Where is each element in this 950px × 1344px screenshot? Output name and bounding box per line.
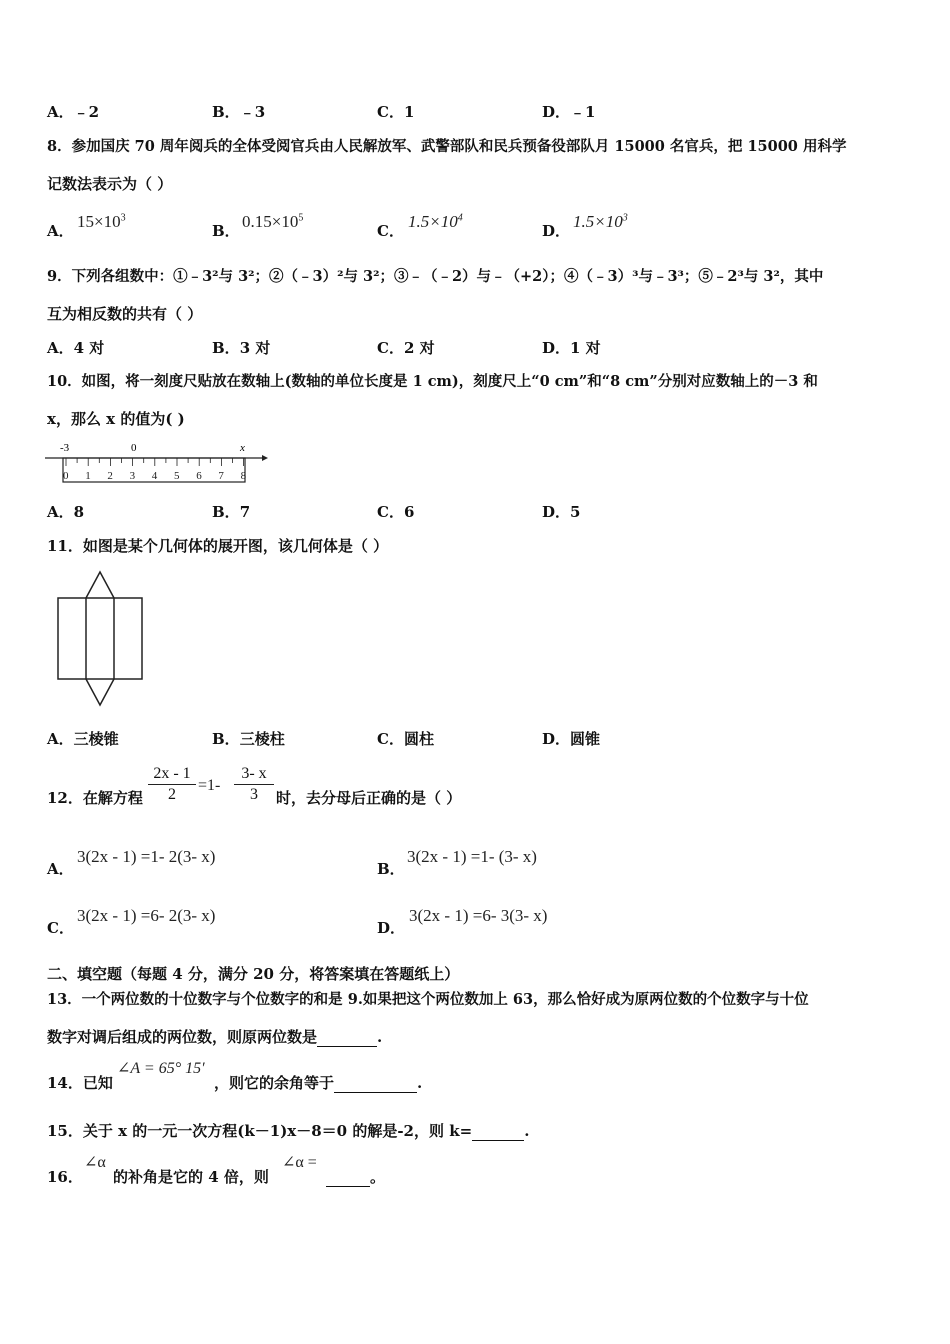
q16-middle: 的补角是它的 4 倍，则 — [113, 1168, 269, 1186]
q14-prefix: 14．已知 — [47, 1074, 113, 1092]
q8-option-d-label: D． — [542, 222, 571, 240]
q7-option-c: C．1 — [377, 103, 415, 121]
q11-option-b: B．三棱柱 — [212, 730, 285, 748]
ruler-ticks — [66, 458, 244, 466]
q10-option-a: A．8 — [47, 503, 85, 521]
q8-option-c-label: C． — [377, 222, 404, 240]
q7-option-b: B．﹣3 — [212, 103, 266, 121]
axis-label-x: x — [240, 442, 245, 454]
q15-stem: 15．关于 x 的一元一次方程(k－1)x－8＝0 的解是-2，则 k= . — [47, 1122, 530, 1140]
q8-stem-line2: 记数法表示为（ ） — [47, 175, 173, 193]
q16-alpha-1: ∠α — [84, 1154, 106, 1171]
q10-option-d: D．5 — [542, 503, 581, 521]
q11-stem: 11．如图是某个几何体的展开图，该几何体是（ ） — [47, 537, 389, 555]
ruler-number: 3 — [129, 470, 136, 482]
q12-option-c-value: 3(2x - 1) =6- 2(3- x) — [77, 906, 216, 925]
q8-option-c-value: $1.5\times 10^4$ — [408, 212, 463, 231]
q12-fraction-right — [234, 764, 274, 805]
ruler-number: 0 — [63, 470, 69, 482]
q16-answer-blank[interactable] — [326, 1171, 370, 1187]
q11-option-a: A．三棱锥 — [47, 730, 119, 748]
q8-option-a-label: A． — [47, 222, 74, 240]
q13-stem-line1: 13．一个两位数的十位数字与个位数字的和是 9.如果把这个两位数加上 63，那么恰好成为原两位数的个位数字与十位 — [47, 991, 809, 1008]
ruler-number: 1 — [85, 470, 91, 482]
ruler-numbers — [63, 470, 247, 482]
q13-stem-line2: 数字对调后组成的两位数，则原两位数是 . — [47, 1028, 383, 1046]
q14-suffix: ，则它的余角等于 . — [214, 1074, 423, 1092]
q11-option-d: D．圆锥 — [542, 730, 601, 748]
q12-option-a-label: A． — [47, 860, 74, 878]
ruler-number: 2 — [107, 470, 113, 482]
q9-stem-line1: 9．下列各组数中：①﹣3²与 3²；②（﹣3）²与 3²；③﹣（﹣2）与﹣（+2）；④（﹣3）³与﹣3³；⑤﹣2³与 3²，其中 — [47, 268, 824, 285]
ruler-number: 6 — [196, 470, 202, 482]
q12-prefix: 12．在解方程 — [47, 789, 143, 807]
q12-option-b-label: B． — [377, 860, 405, 878]
q8-stem-line1: 8．参加国庆 70 周年阅兵的全体受阅官兵由人民解放军、武警部队和民兵预备役部队月 15000 名官兵，把 15000 用科学 — [47, 138, 847, 155]
q12-equals-one-minus: =1- — [198, 777, 221, 794]
prism-net-figure — [54, 568, 146, 710]
q12-option-c-label: C． — [47, 919, 74, 937]
q7-option-a: A．﹣2 — [47, 103, 100, 121]
q7-option-d: D．﹣1 — [542, 103, 596, 121]
q13-answer-blank[interactable] — [317, 1031, 377, 1047]
q12-option-d-label: D． — [377, 919, 406, 937]
axis-label-zero: 0 — [131, 442, 137, 454]
ruler-number-line-figure — [44, 438, 269, 486]
q11-option-c: C．圆柱 — [377, 730, 434, 748]
q12-option-d-value: 3(2x - 1) =6- 3(3- x) — [409, 906, 548, 925]
q12-right-numerator: 3- x — [241, 765, 267, 782]
q9-stem-line2: 互为相反数的共有（ ） — [47, 305, 203, 323]
q10-option-c: C．6 — [377, 503, 415, 521]
ruler-number: 7 — [218, 470, 224, 482]
q14-answer-blank[interactable] — [334, 1077, 417, 1093]
ruler-number: 5 — [174, 470, 180, 482]
q8-option-b-value: $0.15\times 10^5$ — [242, 212, 304, 231]
q12-left-numerator: 2x - 1 — [153, 765, 191, 782]
q8-option-a-value: $15\times 10^3$ — [77, 212, 126, 231]
ruler-number: 8 — [240, 470, 247, 482]
q10-stem-line2: x，那么 x 的值为( ) — [47, 410, 185, 428]
q15-answer-blank[interactable] — [472, 1125, 524, 1141]
q12-suffix: 时，去分母后正确的是（ ） — [276, 789, 462, 807]
q9-option-b: B．3 对 — [212, 339, 271, 357]
q16-blank-wrap: 。 — [326, 1167, 385, 1187]
q8-option-b-label: B． — [212, 222, 240, 240]
q12-right-denominator: 3 — [234, 784, 274, 805]
ruler-number: 4 — [151, 470, 158, 482]
q12-option-b-value: 3(2x - 1) =1- (3- x) — [407, 847, 537, 866]
section2-heading: 二、填空题（每题 4 分，满分 20 分，将答案填在答题纸上） — [47, 965, 460, 983]
q9-option-d: D．1 对 — [542, 339, 601, 357]
q12-option-a-value: 3(2x - 1) =1- 2(3- x) — [77, 847, 216, 866]
q14-angle-math: ∠A = 65° 15′ — [117, 1060, 205, 1077]
q12-fraction-left — [148, 764, 196, 805]
q9-option-c: C．2 对 — [377, 339, 435, 357]
q16-prefix: 16． — [47, 1168, 83, 1186]
axis-label-minus3: -3 — [60, 442, 70, 454]
q8-option-d-value: $1.5\times 10^3$ — [573, 212, 628, 231]
q12-left-denominator: 2 — [148, 784, 196, 805]
q9-option-a: A．4 对 — [47, 339, 105, 357]
q10-stem-line1: 10．如图，将一刻度尺贴放在数轴上(数轴的单位长度是 1 cm)，刻度尺上“0 cm”和“8 cm”分别对应数轴上的－3 和 — [47, 373, 818, 390]
q16-alpha-2: ∠α = — [282, 1154, 317, 1171]
q10-option-b: B．7 — [212, 503, 251, 521]
